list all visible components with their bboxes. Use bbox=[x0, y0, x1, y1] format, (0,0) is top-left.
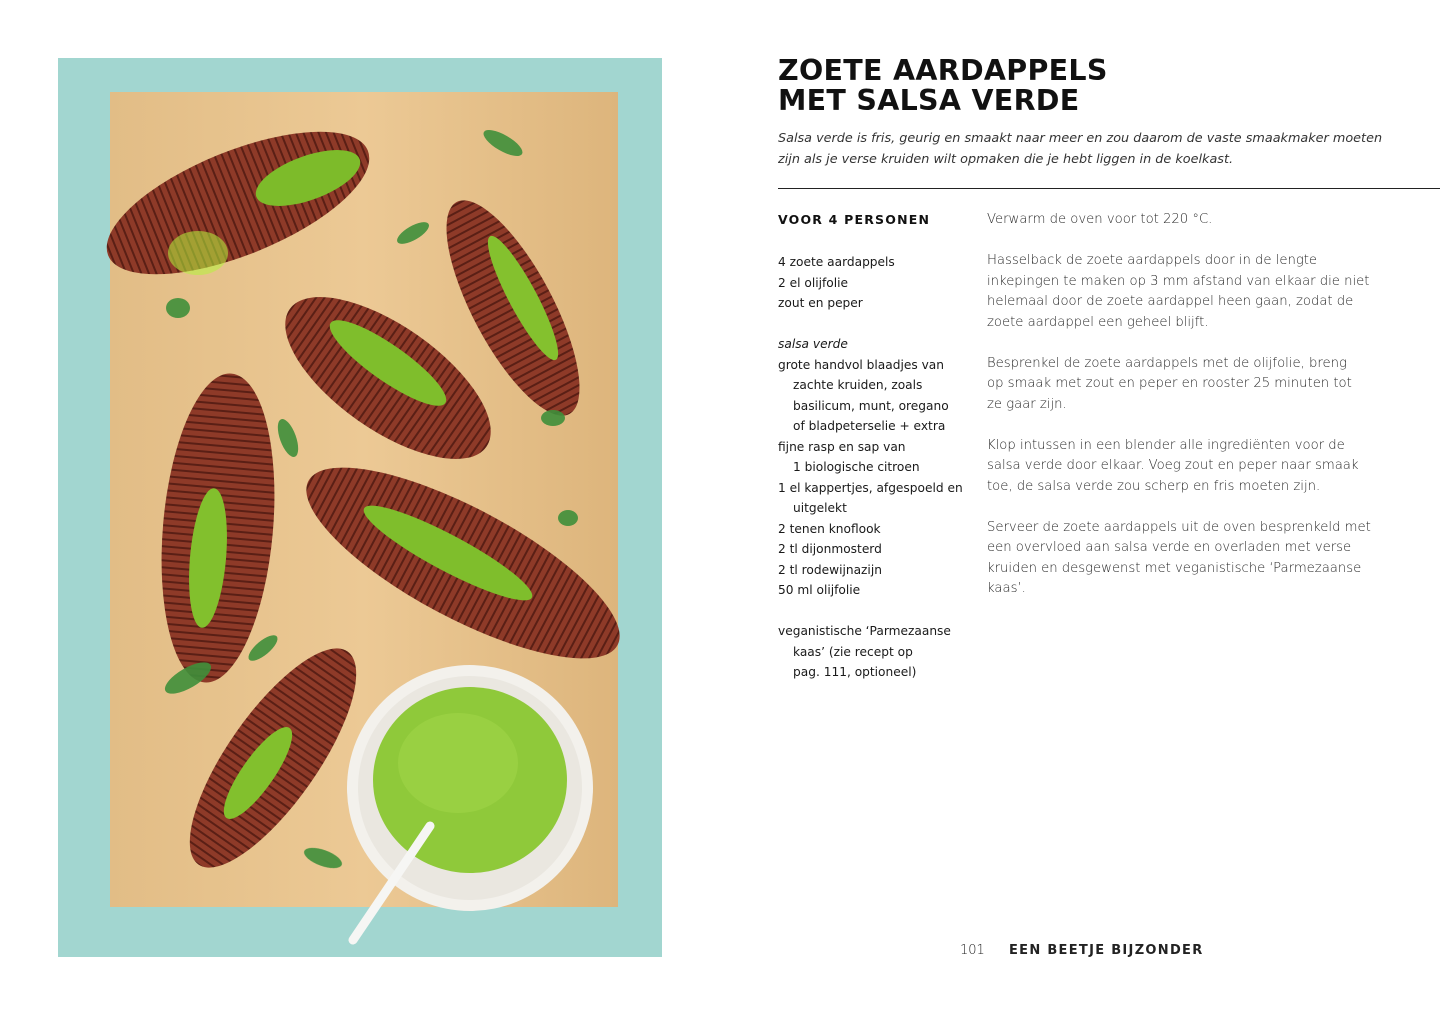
ingredient-continuation: kaas’ (zie recept op bbox=[793, 644, 913, 659]
ingredient-list bbox=[778, 252, 978, 683]
ingredient-continuation: 1 biologische citroen bbox=[793, 460, 920, 474]
recipe-photo bbox=[58, 58, 662, 957]
ingredient-continuation: zachte kruiden, zoals bbox=[793, 378, 923, 392]
method-step: Hasselback de zoete aardappels door in de lengte inkepingen te maken op 3 mm afstand van elkaar die niet helemaal door de zoete aardappel heen gaan, zodat de zoete aardappel een geheel blijft. bbox=[987, 253, 1370, 330]
ingredient: 4 zoete aardappels bbox=[778, 255, 895, 269]
method-step: Besprenkel de zoete aardappels met de olijfolie, breng op smaak met zout en peper en rooster 25 minuten tot ze gaar zijn. bbox=[987, 355, 1352, 412]
recipe-title: ZOETE AARDAPPELS MET SALSA VERDE bbox=[778, 54, 1108, 117]
method-steps bbox=[987, 210, 1387, 620]
ingredient: veganistische ‘Parmezaanse bbox=[778, 624, 951, 638]
ingredient-continuation: of bladpeterselie + extra bbox=[793, 419, 946, 433]
ingredient: zout en peper bbox=[778, 296, 863, 310]
ingredient-continuation: pag. 111, optioneel) bbox=[793, 665, 917, 679]
sweet-potato-photo-illustration bbox=[58, 58, 662, 957]
page-number: 101 bbox=[960, 943, 985, 958]
ingredient: 2 tl rodewijnazijn bbox=[778, 562, 882, 577]
ingredient: 2 tl dijonmosterd bbox=[778, 542, 882, 556]
recipe-intro: Salsa verde is fris, geurig en smaakt naar meer en zou daarom de vaste smaakmaker moeten zijn als je verse kruiden wilt opmaken die je hebt liggen in de koelkast. bbox=[778, 131, 1383, 167]
ingredient: 50 ml olijfolie bbox=[778, 583, 861, 597]
ingredient: fijne rasp en sap van bbox=[778, 439, 906, 454]
ingredient-continuation: basilicum, munt, oregano bbox=[793, 398, 949, 413]
ingredient-subheading: salsa verde bbox=[778, 337, 848, 351]
method-step: Serveer de zoete aardappels uit de oven besprenkeld met een overvloed aan salsa verde en overladen met verse kruiden en desgewenst met veganistische ‘Parmezaanse kaas’. bbox=[987, 519, 1371, 596]
section-title: EEN BEETJE BIJZONDER bbox=[1008, 943, 1204, 958]
ingredient: 2 el olijfolie bbox=[778, 275, 849, 290]
divider bbox=[778, 188, 1440, 189]
servings-label: VOOR 4 PERSONEN bbox=[778, 212, 931, 227]
ingredient: 2 tenen knoflook bbox=[778, 521, 881, 536]
page-footer bbox=[960, 943, 1204, 958]
method-step: Verwarm de oven voor tot 220 °C. bbox=[987, 212, 1213, 227]
ingredient: 1 el kappertjes, afgespoeld en bbox=[778, 480, 963, 495]
ingredient: grote handvol blaadjes van bbox=[778, 357, 944, 372]
ingredient-continuation: uitgelekt bbox=[793, 501, 847, 515]
method-step: Klop intussen in een blender alle ingrediënten voor de salsa verde door elkaar. Voeg zout en peper naar smaak toe, de salsa verde zou scherp en fris moeten zijn. bbox=[987, 437, 1359, 494]
